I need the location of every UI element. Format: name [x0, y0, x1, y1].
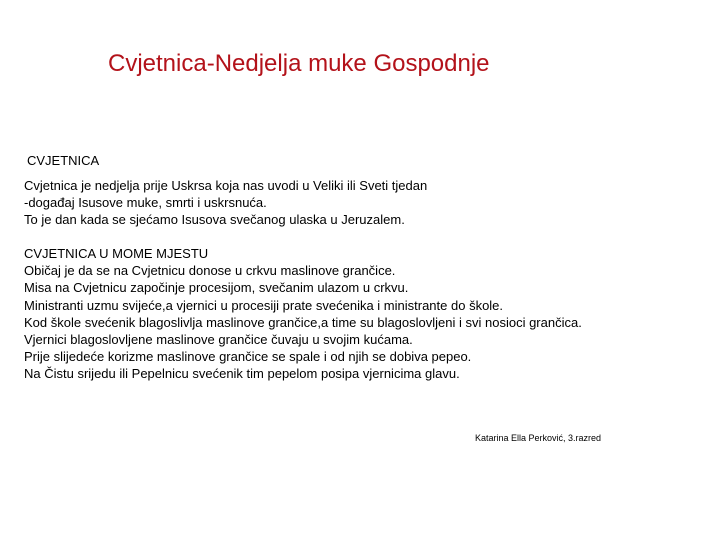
text-line: Kod škole svećenik blagoslivlja maslinove grančice,a time su blagoslovljeni i svi nosioci grančica. [24, 314, 582, 330]
section-heading-local: CVJETNICA U MOME MJESTU [24, 246, 209, 261]
author-signature: Katarina Ella Perković, 3.razred [475, 433, 602, 443]
text-line: Vjernici blagoslovljene maslinove grančice čuvaju u svojim kućama. [24, 332, 413, 348]
local-custom-paragraph [24, 245, 582, 383]
intro-paragraph [24, 177, 427, 229]
text-line: Na Čistu srijedu ili Pepelnicu svećenik tim pepelom posipa vjernicima glavu. [24, 366, 460, 382]
text-line: Običaj je da se na Cvjetnicu donose u crkvu maslinove grančice. [24, 263, 396, 279]
text-line: Misa na Cvjetnicu započinje procesijom, svečanim ulazom u crkvu. [24, 280, 409, 296]
text-line: Cvjetnica je nedjelja prije Uskrsa koja nas uvodi u Veliki ili Sveti tjedan [24, 178, 428, 193]
text-line: Prije slijedeće korizme maslinove grančice se spale i od njih se dobiva pepeo. [24, 349, 472, 365]
section-heading-cvjetnica: CVJETNICA [27, 153, 100, 168]
text-line: -događaj Isusove muke, smrti i uskrsnuća. [24, 195, 267, 211]
text-line: Ministranti uzmu svijeće,a vjernici u procesiji prate svećenika i ministrante do škole. [24, 297, 504, 313]
text-line: To je dan kada se sjećamo Isusova svečanog ulaska u Jeruzalem. [24, 212, 405, 228]
page-title: Cvjetnica-Nedjelja muke Gospodnje [108, 50, 490, 77]
